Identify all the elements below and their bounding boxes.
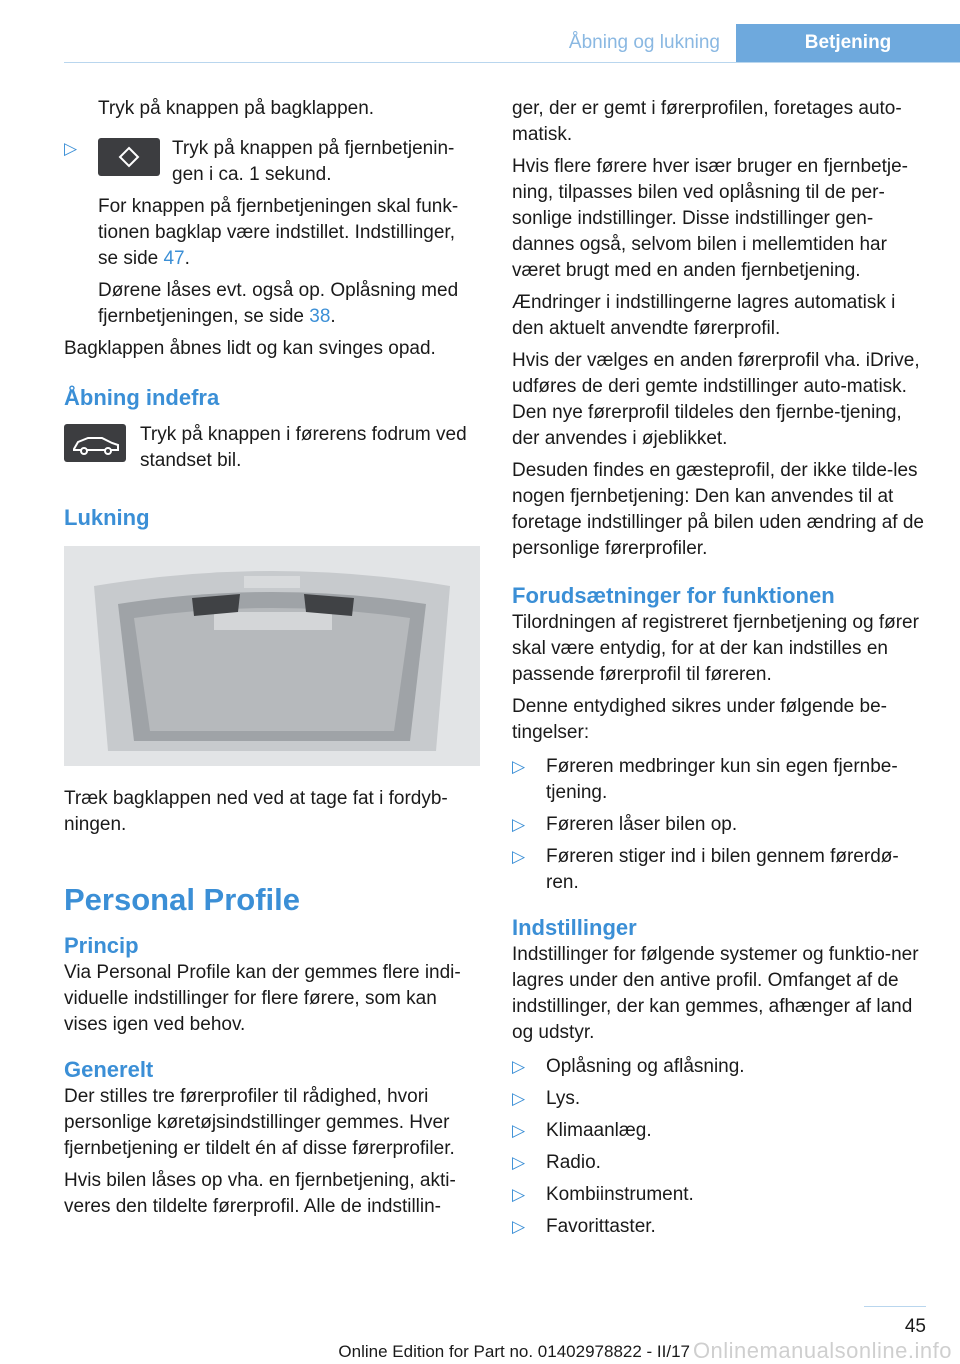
tailgate-photo [64, 546, 480, 774]
remote-text-line1: Tryk på knappen på fjernbetjenin- [172, 138, 455, 159]
tailgate-opens-text: Bagklappen åbnes lidt og kan svinges opad. [64, 338, 436, 359]
footer-rule [864, 1306, 926, 1307]
list-item: ▷ Favorittaster. [512, 1216, 656, 1237]
list-item: ▷ Føreren låser bilen op. [512, 814, 738, 835]
list-item: ▷ Lys. [512, 1088, 581, 1109]
list-item: ▷ Radio. [512, 1152, 601, 1173]
settings-list [512, 1054, 926, 1240]
list-item: ▷ Oplåsning og aflåsning. [512, 1056, 745, 1077]
principle-text: Via Personal Profile kan der gemmes flere indi-viduelle indstillinger for flere førere, som kan vises igen ved behov. [64, 962, 461, 1035]
inside-button-row [64, 422, 480, 474]
settings-text: Indstillinger for følgende systemer og funktio-ner lagres under den antive profil. Omfanget af de indstillinger, der kan gemmes, afhænger af land og udstyr. [512, 944, 919, 1043]
heading-requirements: Forudsætninger for funktionen [512, 583, 835, 608]
page-link-47[interactable]: 47 [163, 248, 185, 269]
remote-setting-note: For knappen på fjernbetjeningen skal funk-tionen bagklap være indstillet. Indstillinger, se side 47. [98, 196, 459, 269]
heading-settings: Indstillinger [512, 915, 637, 940]
guest-profile-text: Desuden findes en gæsteprofil, der ikke tilde-les nogen fjernbetjening: Den kan anvendes til at foretage indstillinger på bilen uden ændring af de personlige førerprofiler. [512, 460, 924, 559]
heading-general: Generelt [64, 1057, 154, 1082]
list-item: ▷ Føreren stiger ind i bilen gennem førerdø-ren. [512, 846, 899, 893]
header-chapter-tab: Betjening [736, 24, 960, 62]
page-number: 45 [904, 1316, 926, 1337]
heading-opening-inside: Åbning indefra [64, 385, 220, 410]
remote-tailgate-key-icon [98, 138, 160, 176]
requirements-list [512, 754, 926, 896]
requirements-text-1: Tilordningen af registreret fjernbetjening og fører skal være entydig, for at der kan indstilles en passende førerprofil til føreren. [512, 612, 919, 685]
heading-personal-profile: Personal Profile [64, 882, 301, 917]
changes-saved-text: Ændringer i indstillingerne lagres automatisk i den aktuelt anvendte førerprofil. [512, 292, 896, 339]
bullet-mark: ▷ [64, 139, 78, 158]
intro-text: Tryk på knappen på bagklappen. [98, 98, 375, 119]
multiple-drivers-text: Hvis flere førere hver især bruger en fjernbetje-ning, tilpasses bilen ved oplåsning til de per-sonlige indstillinger. Disse indstillinger gen-dannes også, selvom bilen i mellemtiden har været brugt med en anden fjernbetjening. [512, 156, 908, 281]
doors-unlock-note: Dørene låses evt. også op. Oplåsning med fjernbetjeningen, se side 38. [98, 280, 459, 327]
general-text-2: Hvis bilen låses op vha. en fjernbetjening, akti-veres den tildelte førerprofil. Alle de indstillin- [64, 1170, 456, 1217]
idrive-profile-text: Hvis der vælges en anden førerprofil vha. iDrive, udføres de deri gemte indstillinger auto-matisk. Den nye førerprofil tildeles den fjernbe-tjening, der anvendes i øjeblikket. [512, 350, 920, 449]
header-section-title: Åbning og lukning [568, 32, 720, 53]
right-column [512, 96, 926, 1246]
edition-text: Online Edition for Part no. 01402978822 - II/17 [338, 1342, 690, 1361]
closing-text: Træk bagklappen ned ved at tage fat i fordyb-ningen. [64, 788, 448, 835]
requirements-text-2: Denne entydighed sikres under følgende be-tingelser: [512, 696, 887, 743]
list-item: ▷ Kombiinstrument. [512, 1184, 694, 1205]
left-column [64, 96, 480, 1226]
general-text-1: Der stilles tre førerprofiler til rådighed, hvori personlige køretøjsindstillinger gemmes. Hver fjernbetjening er tildelt én af disse førerprofiler. [64, 1086, 455, 1159]
list-item: ▷ Føreren medbringer kun sin egen fjernbe-tjening. [512, 756, 898, 803]
inside-button-text: Tryk på knappen i førerens fodrum ved standset bil. [140, 424, 467, 471]
remote-bullet [64, 136, 480, 188]
remote-text-line2: gen i ca. 1 sekund. [172, 164, 332, 185]
continued-text: ger, der er gemt i førerprofilen, foretages auto-matisk. [512, 98, 902, 145]
page-header [64, 24, 960, 63]
heading-closing: Lukning [64, 505, 150, 530]
heading-principle: Princip [64, 933, 139, 958]
watermark-text: Onlinemanualsonline.info [692, 1338, 952, 1363]
car-tailgate-button-icon [64, 424, 126, 462]
page-link-38[interactable]: 38 [309, 306, 331, 327]
list-item: ▷ Klimaanlæg. [512, 1120, 652, 1141]
